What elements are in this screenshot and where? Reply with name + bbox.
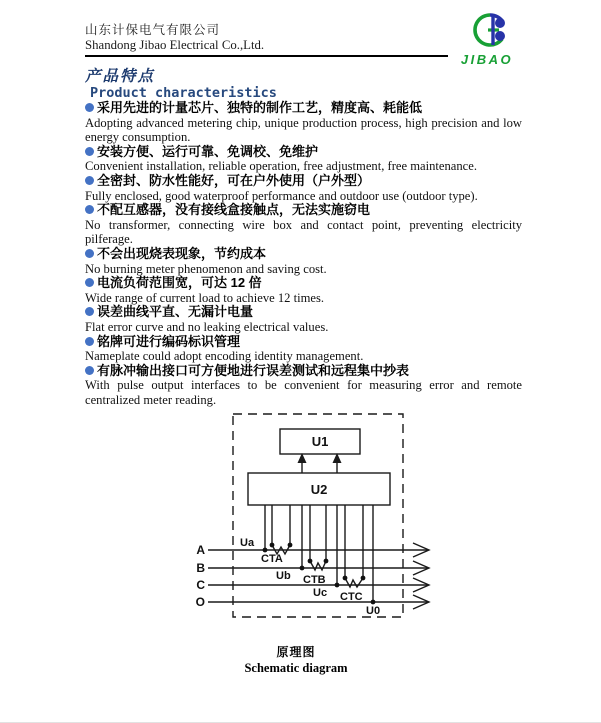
feature-heading-zh: 不配互感器，没有接线盒接触点，无法实施窃电 xyxy=(85,203,522,218)
bullet-icon xyxy=(85,205,94,214)
feature-heading-zh: 采用先进的计量芯片、独特的制作工艺，精度高、耗能低 xyxy=(85,101,522,116)
caption-en: Schematic diagram xyxy=(244,661,348,675)
feature-item xyxy=(85,101,522,145)
feature-item xyxy=(85,174,522,203)
feature-heading-zh: 误差曲线平直、无漏计电量 xyxy=(85,305,522,320)
bullet-icon xyxy=(85,103,94,112)
phase-label-c: C xyxy=(196,578,205,592)
schematic-diagram xyxy=(185,405,445,640)
ub-label: Ub xyxy=(276,570,291,582)
logo-wordmark: JIBAO xyxy=(460,52,514,67)
cta-label: CTA xyxy=(261,553,283,565)
section-title-en: Product characteristics xyxy=(90,85,277,101)
feature-list xyxy=(85,101,522,407)
feature-text-en: Flat error curve and no leaking electrical values. xyxy=(85,319,329,334)
feature-heading-zh: 安装方便、运行可靠、免调校、免维护 xyxy=(85,145,522,160)
caption-zh: 原理图 xyxy=(276,645,316,659)
feature-text-en: No burning meter phenomenon and saving cost. xyxy=(85,261,327,276)
section-title-zh: 产品特点 xyxy=(85,68,156,85)
feature-heading-zh: 铭牌可进行编码标识管理 xyxy=(85,335,522,350)
feature-heading-zh: 不会出现烧表现象，节约成本 xyxy=(85,247,522,262)
bullet-icon xyxy=(85,278,94,287)
jibao-logo-icon xyxy=(456,9,518,49)
u1-label: U1 xyxy=(311,434,329,449)
feature-text-en: Adopting advanced metering chip, unique production process, high precision and low energy consumption. xyxy=(85,115,522,145)
bullet-icon xyxy=(85,337,94,346)
ctc-label: CTC xyxy=(340,591,363,603)
feature-item xyxy=(85,305,522,334)
feature-item xyxy=(85,203,522,247)
bullet-icon xyxy=(85,176,94,185)
feature-text-en: No transformer, connecting wire box and contact point, preventing electricity pilferage. xyxy=(85,217,522,247)
company-logo xyxy=(452,9,522,67)
bullet-icon xyxy=(85,249,94,258)
bullet-icon xyxy=(85,147,94,156)
phase-label-o: O xyxy=(195,595,205,609)
phase-label-b: B xyxy=(196,561,205,575)
ctb-label: CTB xyxy=(303,574,326,586)
feature-text-en: Convenient installation, reliable operation, free adjustment, free maintenance. xyxy=(85,159,478,174)
feature-heading-zh: 电流负荷范围宽，可达 12 倍 xyxy=(85,276,522,291)
feature-item xyxy=(85,276,522,305)
bullet-icon xyxy=(85,307,94,316)
feature-heading-zh: 有脉冲输出接口可方便地进行误差测试和远程集中抄表 xyxy=(85,364,522,379)
u2-to-u1-arrows xyxy=(302,456,337,473)
feature-text-en: Fully enclosed, good waterproof performance and outdoor use (outdoor type). xyxy=(85,188,478,203)
feature-item xyxy=(85,145,522,174)
u0-label: U0 xyxy=(366,605,381,617)
feature-text-en: With pulse output interfaces to be convenient for measuring error and remote centralized meter reading. xyxy=(85,378,522,407)
ua-label: Ua xyxy=(240,537,255,549)
company-name-zh: 山东计保电气有限公司 xyxy=(85,23,221,37)
feature-item xyxy=(85,247,522,276)
feature-heading-zh: 全密封、防水性能好，可在户外使用（户外型） xyxy=(85,174,522,189)
phase-label-a: A xyxy=(196,543,205,557)
company-name-en: Shandong Jibao Electrical Co.,Ltd. xyxy=(85,38,265,52)
uc-label: Uc xyxy=(313,587,328,599)
feature-item xyxy=(85,364,522,408)
feature-item xyxy=(85,335,522,364)
header-divider xyxy=(85,55,448,57)
feature-text-en: Nameplate could adopt encoding identity management. xyxy=(85,349,364,364)
diagram-caption xyxy=(186,643,406,676)
feature-text-en: Wide range of current load to achieve 12 times. xyxy=(85,290,325,305)
bullet-icon xyxy=(85,366,94,375)
u2-label: U2 xyxy=(310,482,328,497)
